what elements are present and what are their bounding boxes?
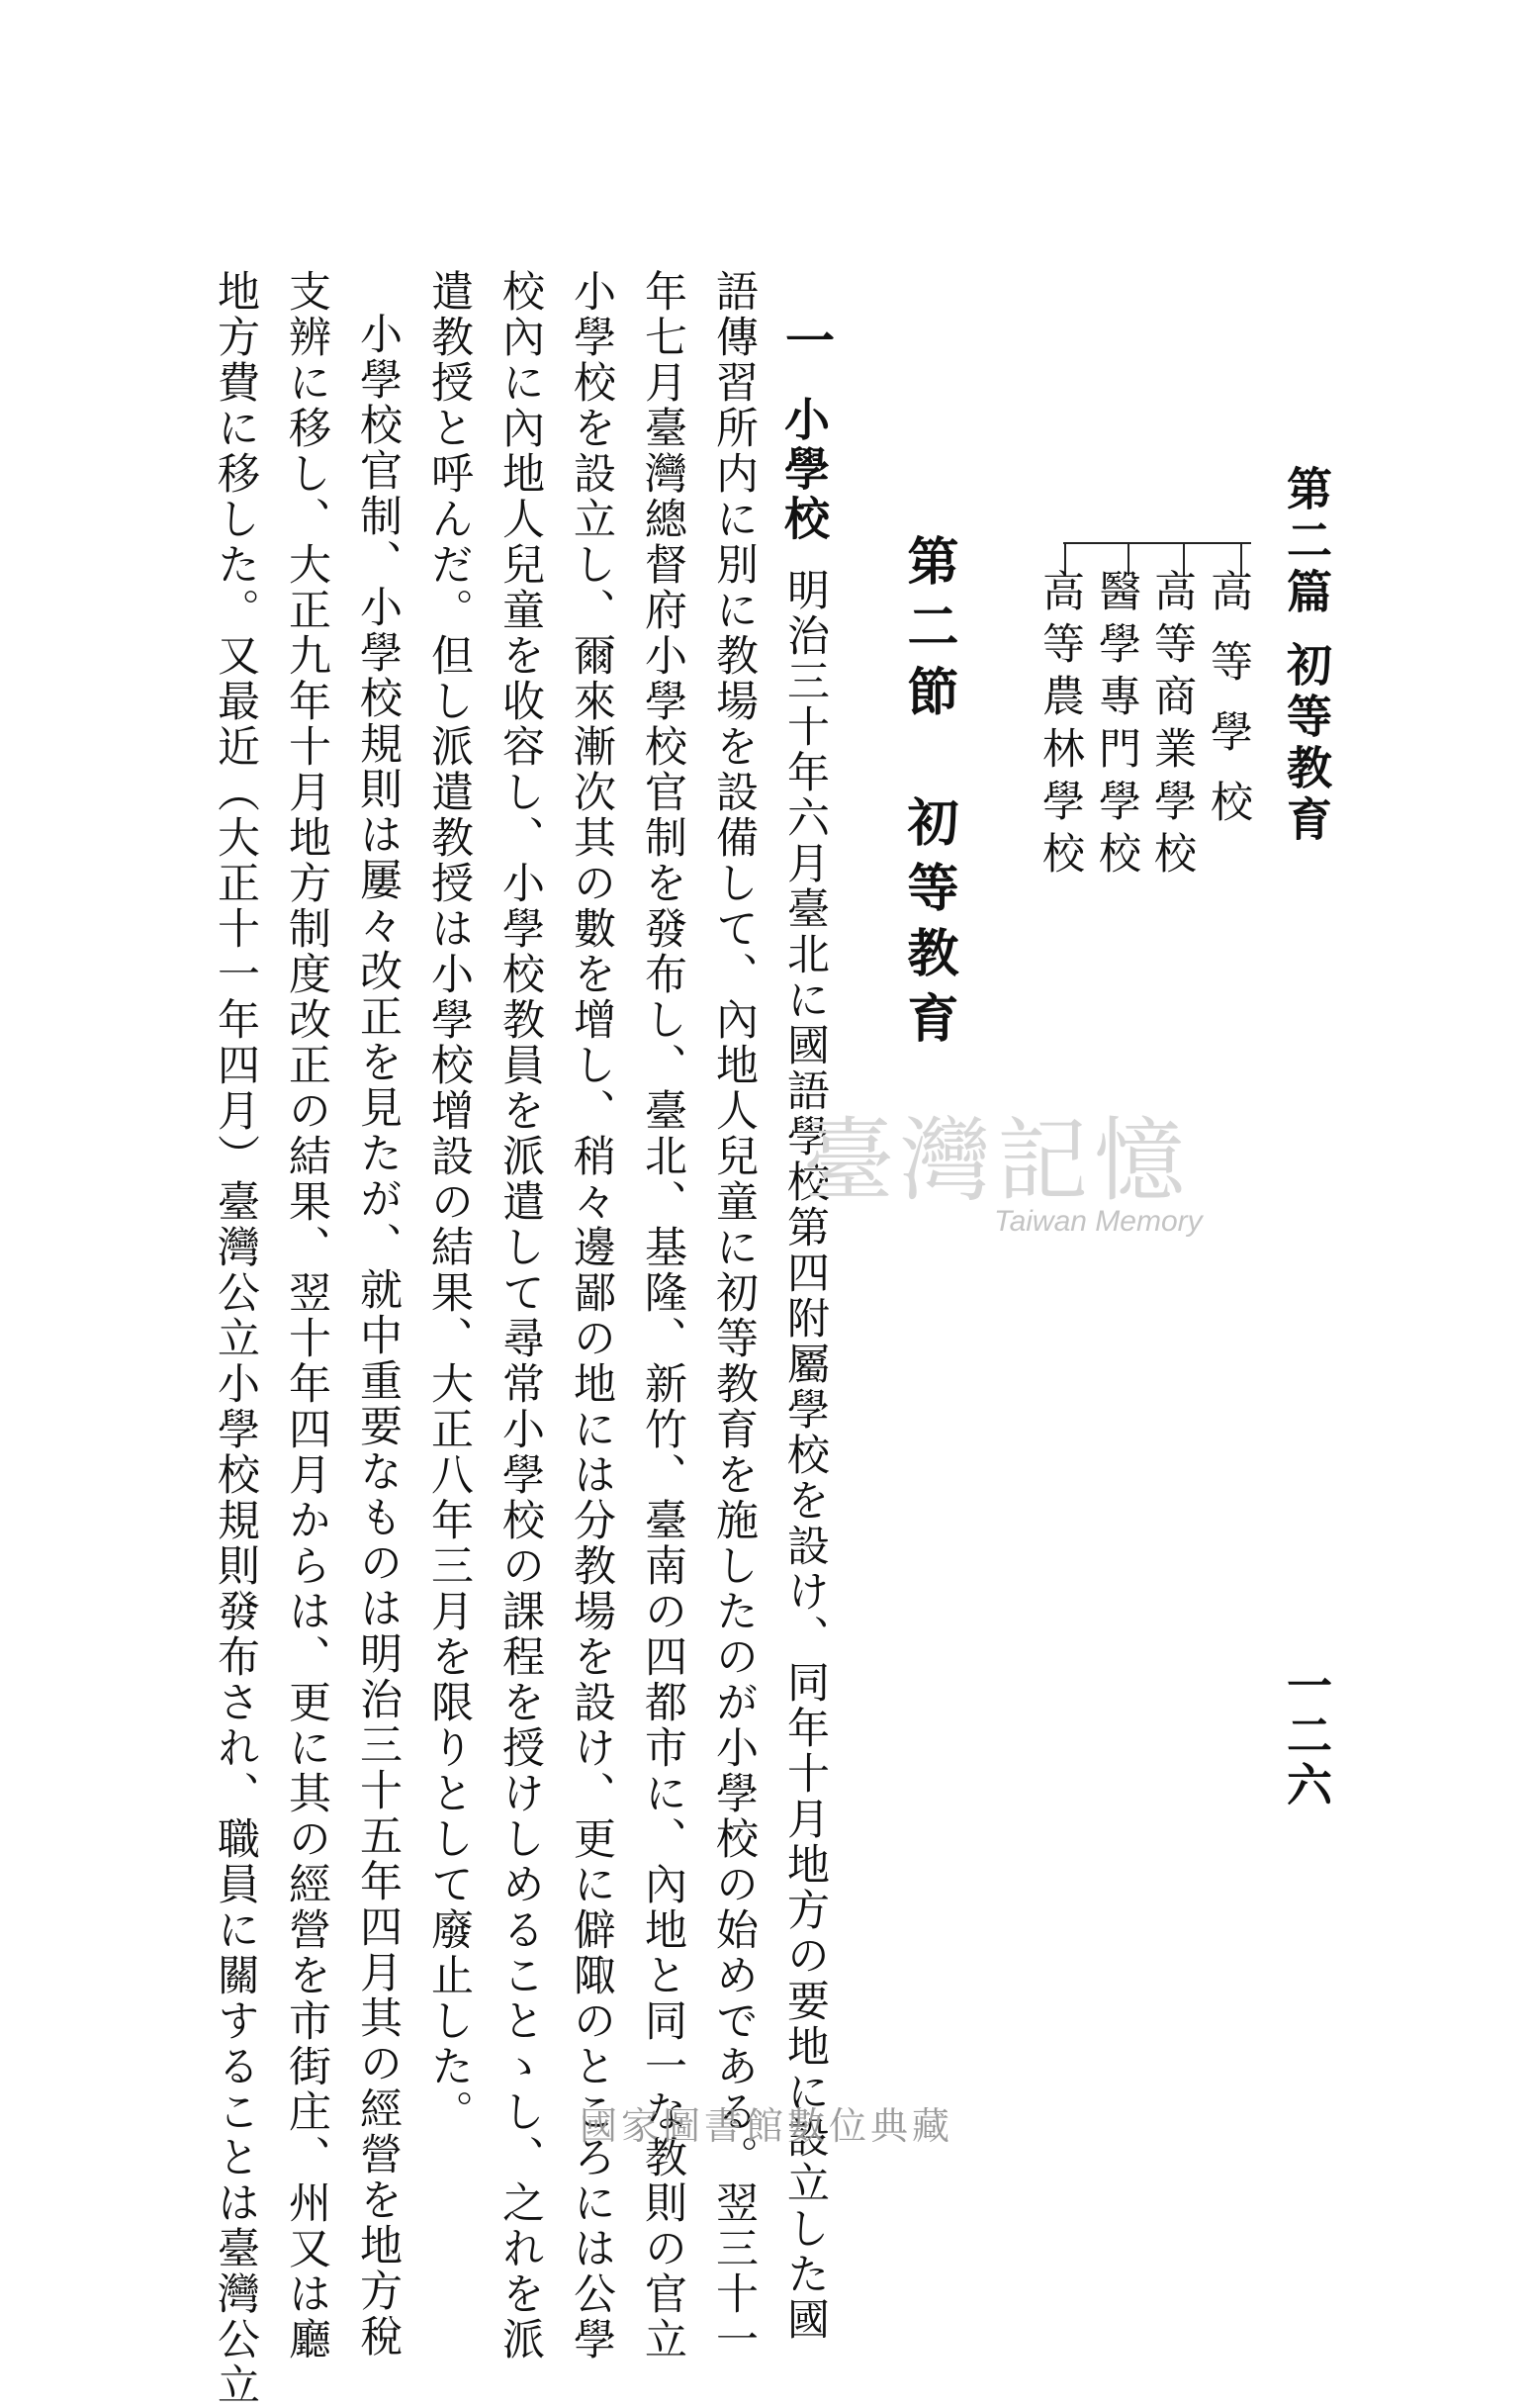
body-line: 語傳習所内に別に教場を設備して、內地人兒童に初等教育を施したのが小學校の始めである。翌三十一 [709,269,759,2362]
sub-heading: 小學校 [777,396,831,544]
body-line: 校內に內地人兒童を收容し、小學校教員を派遣して尋常小學校の課程を授けしめることゝし、之れを派 [496,269,545,2362]
watermark-subtitle: Taiwan Memory [994,1205,1203,1238]
running-head: 第二篇 初等教育 [1280,465,1333,848]
toc-item: 高等商業學校 [1147,569,1197,883]
body-line: 小學校を設立し、爾來漸次其の數を增し、稍々邊鄙の地には分教場を設け、更に僻陬のところには公學 [567,269,616,2362]
section-heading: 第二節 初等教育 [898,534,958,1057]
paragraph-mark: 一 [777,315,836,367]
body-line: 小學校官制、小學校規則は屢々改正を見たが、就中重要なものは明治三十五年四月其の經營を地方稅 [353,312,403,2360]
body-line: 明治三十年六月臺北に國語學校第四附屬學校を設け、同年十月地方の要地に設立した國 [780,568,830,2343]
page-number: 一二六 [1280,1662,1333,1810]
body-line: 遣教授と呼んだ。但し派遣教授は小學校增設の結果、大正八年三月を限りとして廢止した。 [424,269,474,2135]
body-line: 地方費に移した。又最近（大正十一年四月）臺灣公立小學校規則發布され、職員に關することは臺灣公立 [211,269,260,2408]
toc-bracket [1063,542,1251,550]
footer-credit: 國家圖書館數位典藏 [579,2104,953,2148]
body-line: 年七月臺灣總督府小學校官制を發布し、臺北、基隆、新竹、臺南の四都市に、內地と同一な教則の官立 [638,269,687,2362]
toc-item: 高等學校 [1204,569,1253,850]
toc-item: 醫學專門學校 [1092,569,1141,883]
toc-item: 高等農林學校 [1036,569,1085,883]
body-line: 支辨に移し、大正九年十月地方制度改正の結果、翌十年四月からは、更に其の經營を市街庄、州又は廳 [282,269,331,2362]
watermark-title: 臺灣記憶 [803,1108,1192,1214]
